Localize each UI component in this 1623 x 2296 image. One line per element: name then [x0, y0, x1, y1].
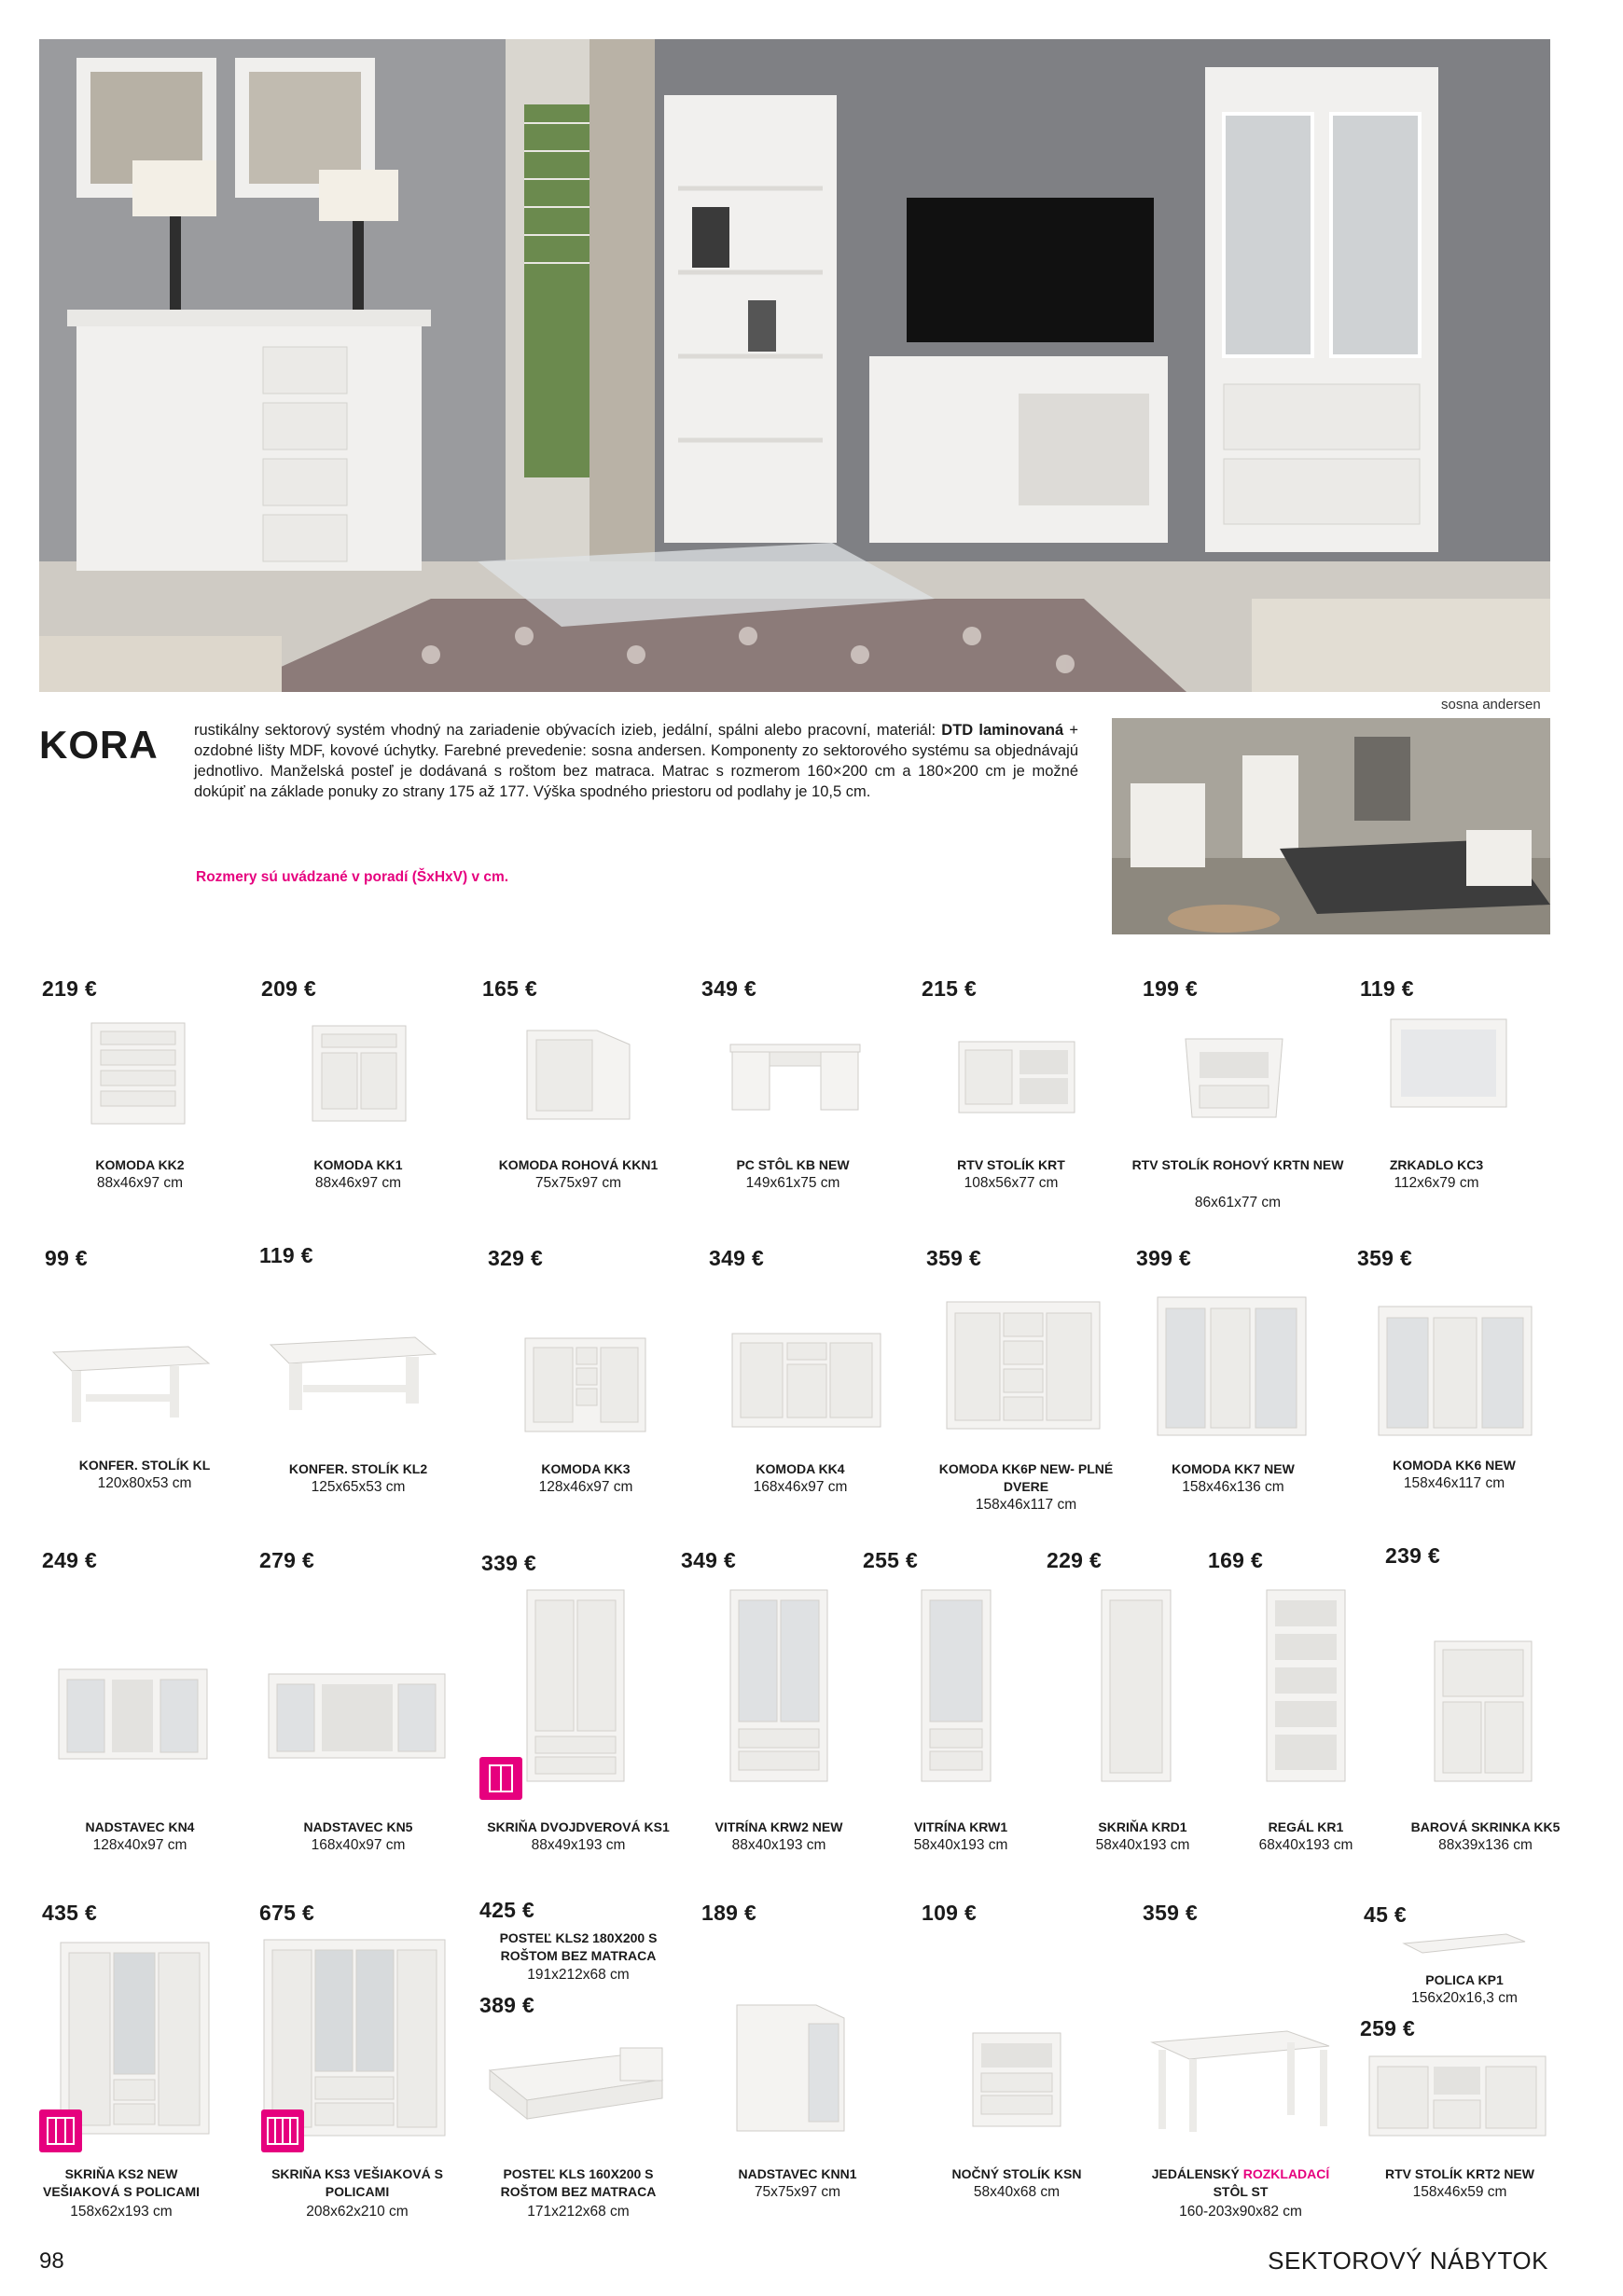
product-image-komoda-rohova	[522, 1021, 634, 1128]
product-price: 389 €	[479, 1993, 535, 2017]
product-name: SKRIŇA DVOJDVEROVÁ KS1	[487, 1819, 670, 1834]
product-name: POSTEĽ KLS2 180X200 S ROŠTOM BEZ MATRACA	[499, 1930, 658, 1963]
product-image-rtv-krt2	[1366, 2052, 1548, 2145]
product-image-vitrina-krw1	[919, 1585, 993, 1791]
product-image-regal-kr1	[1264, 1585, 1348, 1791]
product-price: 229 €	[1047, 1548, 1103, 1572]
brand-title: KORA	[39, 723, 159, 767]
product-image-zrkadlo	[1388, 1017, 1509, 1114]
product-name: KOMODA KK3	[541, 1461, 631, 1476]
product-dims: 58x40x193 cm	[1095, 1837, 1190, 1853]
wardrobe-badge-icon	[479, 1757, 522, 1800]
product-price: 119 €	[259, 1243, 313, 1267]
product-price: 399 €	[1136, 1246, 1192, 1270]
product-price: 219 €	[42, 976, 98, 1001]
product-image-komoda-kk4	[729, 1329, 883, 1441]
product-dims: 88x49x193 cm	[531, 1837, 626, 1853]
product-price: 349 €	[701, 976, 757, 1001]
bedroom-photo	[1112, 718, 1550, 934]
product-dims: 125x65x53 cm	[311, 1479, 406, 1495]
product-dims: 160-203x90x82 cm	[1179, 2204, 1302, 2220]
wardrobe-badge-icon	[261, 2109, 304, 2152]
product-price: 109 €	[922, 1901, 978, 1925]
hero-photo	[39, 39, 1550, 692]
product-image-jedalensky-stol	[1147, 2024, 1334, 2140]
product-name: POLICA KP1	[1425, 1972, 1504, 1987]
page-number: 98	[39, 2248, 64, 2274]
product-name: VITRÍNA KRW2 NEW	[714, 1819, 843, 1834]
product-image-vitrina-krw2	[728, 1585, 830, 1791]
product-price: 349 €	[709, 1246, 765, 1270]
product-image-rtv-stolik	[956, 1037, 1077, 1121]
product-image-nadstavec-knn1	[732, 1996, 849, 2140]
product-price: 249 €	[42, 1548, 98, 1572]
product-price: 435 €	[42, 1901, 98, 1925]
section-title: SEKTOROVÝ NÁBYTOK	[1268, 2247, 1548, 2275]
product-name: PC STÔL KB NEW	[736, 1157, 850, 1172]
product-dims: 108x56x77 cm	[964, 1175, 1059, 1191]
product-price: 349 €	[681, 1548, 737, 1572]
product-name: NADSTAVEC KNN1	[738, 2166, 857, 2181]
product-price: 119 €	[1360, 976, 1414, 1001]
product-image-komoda-kk1	[308, 1021, 410, 1128]
product-dims: 168x40x97 cm	[311, 1837, 406, 1853]
finish-caption: sosna andersen	[1441, 697, 1541, 712]
product-name: KOMODA KK6 NEW	[1393, 1458, 1516, 1473]
product-price: 339 €	[481, 1551, 537, 1575]
product-dims: 158x62x193 cm	[70, 2204, 173, 2220]
product-price: 329 €	[488, 1246, 544, 1270]
product-name: KOMODA KK1	[313, 1157, 403, 1172]
product-dims: 58x40x68 cm	[973, 2184, 1061, 2200]
product-dims: 158x46x117 cm	[1403, 1475, 1505, 1491]
product-price: 99 €	[45, 1246, 88, 1270]
product-price: 165 €	[482, 976, 538, 1001]
product-image-postel-kls	[480, 2042, 667, 2131]
product-image-nocny-stolik	[970, 2028, 1063, 2136]
product-dims: 88x46x97 cm	[96, 1175, 184, 1191]
product-dims: 128x46x97 cm	[538, 1479, 633, 1495]
product-price: 169 €	[1208, 1548, 1264, 1572]
product-dims: 156x20x16,3 cm	[1411, 1990, 1518, 2006]
product-price: 209 €	[261, 976, 317, 1001]
product-image-polica-kp1	[1399, 1930, 1530, 1963]
product-name: KONFER. STOLÍK KL2	[288, 1461, 428, 1476]
product-image-komoda-kk3	[522, 1334, 648, 1441]
product-image-barova-kk5	[1432, 1637, 1534, 1791]
product-dims: 149x61x75 cm	[745, 1175, 840, 1191]
product-dims: 58x40x193 cm	[913, 1837, 1008, 1853]
product-image-komoda-kk6	[1376, 1301, 1534, 1445]
product-dims: 171x212x68 cm	[527, 2204, 630, 2220]
product-image-konfer-kl2	[266, 1334, 438, 1422]
product-price: 425 €	[479, 1898, 535, 1922]
product-image-skrina-krd1	[1099, 1585, 1173, 1791]
product-price: 279 €	[259, 1548, 315, 1572]
product-name: SKRIŇA KS3 VEŠIAKOVÁ S POLICAMI	[271, 2166, 443, 2199]
product-name: BAROVÁ SKRINKA KK5	[1410, 1819, 1561, 1834]
product-image-pc-stol	[728, 1040, 863, 1119]
product-image-rtv-rohovy	[1183, 1033, 1285, 1127]
product-name: VITRÍNA KRW1	[913, 1819, 1008, 1834]
product-dims: 88x40x193 cm	[731, 1837, 826, 1853]
product-name: KOMODA ROHOVÁ KKN1	[498, 1157, 659, 1172]
product-dims: 75x75x97 cm	[754, 2184, 841, 2200]
product-price: 239 €	[1385, 1543, 1441, 1568]
product-name: NADSTAVEC KN4	[85, 1819, 195, 1834]
product-price: 255 €	[863, 1548, 919, 1572]
product-dims: 120x80x53 cm	[97, 1475, 192, 1491]
product-dims: 158x46x136 cm	[1182, 1479, 1284, 1495]
product-name: POSTEĽ KLS 160X200 S ROŠTOM BEZ MATRACA	[500, 2166, 657, 2199]
product-name: KOMODA KK7 NEW	[1172, 1461, 1295, 1476]
product-dims: 86x61x77 cm	[1194, 1195, 1282, 1210]
product-image-nadstavec-kn5	[266, 1669, 448, 1767]
product-name: RTV STOLÍK KRT	[957, 1157, 1065, 1172]
product-image-komoda-kk2	[87, 1018, 189, 1130]
product-image-komoda-kk6p	[944, 1296, 1103, 1441]
product-name: KOMODA KK6P NEW- PLNÉ DVERE	[938, 1461, 1114, 1494]
product-dims: 88x46x97 cm	[314, 1175, 402, 1191]
product-image-komoda-kk7	[1155, 1292, 1309, 1445]
product-name: RTV STOLÍK KRT2 NEW	[1385, 2166, 1534, 2181]
product-name-dining-table: JEDÁLENSKÝ ROZKLADACÍ STÔL ST	[1151, 2166, 1330, 2199]
dimensions-note: Rozmery sú uvádzané v poradí (ŠxHxV) v cm.	[196, 869, 509, 885]
product-name: SKRIŇA KRD1	[1098, 1819, 1187, 1834]
product-name: NOČNÝ STOLÍK KSN	[951, 2166, 1082, 2181]
product-name: KONFER. STOLÍK KL	[78, 1458, 211, 1473]
product-dims: 158x46x117 cm	[975, 1497, 1077, 1513]
product-image-konfer-kl	[49, 1343, 212, 1436]
product-image-nadstavec-kn4	[56, 1665, 210, 1767]
wardrobe-badge-icon	[39, 2109, 82, 2152]
product-dims: 68x40x193 cm	[1258, 1837, 1353, 1853]
product-dims: 128x40x97 cm	[92, 1837, 187, 1853]
product-image-skrina-ks1	[524, 1585, 627, 1791]
product-price: 359 €	[1143, 1901, 1199, 1925]
product-dims: 75x75x97 cm	[534, 1175, 622, 1191]
product-price: 215 €	[922, 976, 978, 1001]
product-dims: 112x6x79 cm	[1394, 1175, 1479, 1191]
product-name: KOMODA KK4	[756, 1461, 845, 1476]
product-dims: 88x39x136 cm	[1438, 1837, 1533, 1853]
product-name: NADSTAVEC KN5	[303, 1819, 413, 1834]
product-price: 259 €	[1360, 2016, 1416, 2040]
product-name: REGÁL KR1	[1268, 1819, 1344, 1834]
product-name: ZRKADLO KC3	[1389, 1157, 1484, 1172]
product-price: 189 €	[701, 1901, 757, 1925]
product-price: 675 €	[259, 1901, 315, 1925]
product-price: 359 €	[1357, 1246, 1413, 1270]
product-dims: 158x46x59 cm	[1412, 2184, 1507, 2200]
description: rustikálny sektorový systém vhodný na zariadenie obývacích izieb, jedální, spálni alebo pracovní, materiál: DTD laminovaná + ozdobné lišty MDF, kovové úchytky. Farebné prevedenie: sosna andersen. Komponenty zo sektorového systému sa objednávajú jednotlivo. Manželská posteľ je dodávaná s roštom bez matraca. Matrac s rozmerom 160×200 cm a 180×200 cm je možné dokúpiť na základe ponuky zo strany 175 až 177. Výška spodného priestoru od podlahy je 10,5 cm.	[194, 722, 1078, 800]
product-dims: 168x46x97 cm	[753, 1479, 848, 1495]
product-name: SKRIŇA KS2 NEW VEŠIAKOVÁ S POLICAMI	[42, 2166, 201, 2199]
product-name: KOMODA KK2	[95, 1157, 185, 1172]
product-dims: 208x62x210 cm	[306, 2204, 409, 2220]
product-dims: 191x212x68 cm	[527, 1967, 630, 1983]
product-name: RTV STOLÍK ROHOVÝ KRTN NEW	[1131, 1157, 1344, 1172]
product-price: 45 €	[1364, 1902, 1407, 1927]
product-price: 359 €	[926, 1246, 982, 1270]
product-price: 199 €	[1143, 976, 1199, 1001]
